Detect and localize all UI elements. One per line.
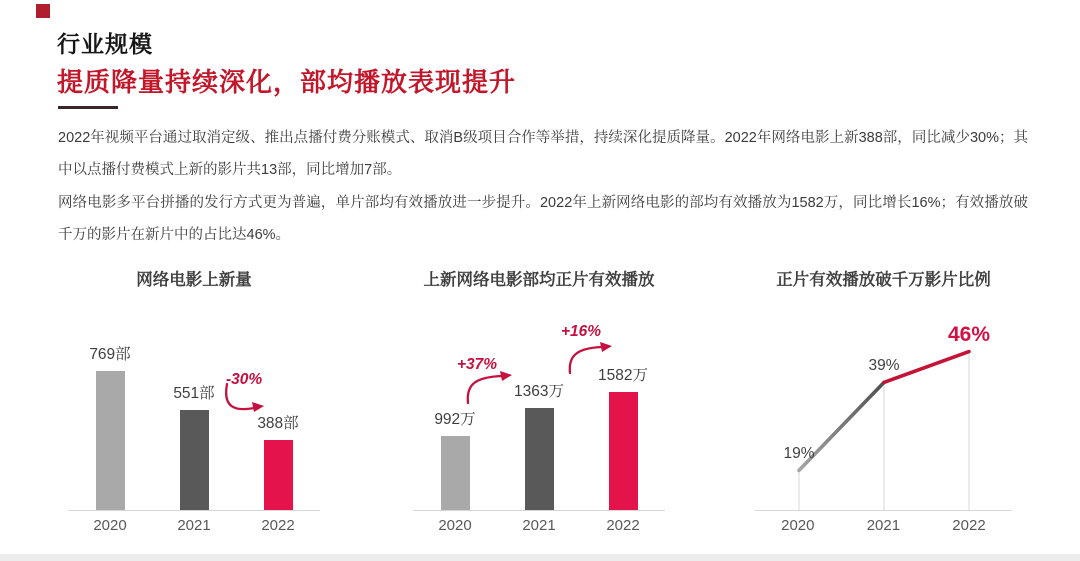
trend-annotation: +37%: [457, 356, 498, 373]
x-axis-tick-label: 2021: [177, 517, 211, 534]
bar-columns: [68, 290, 320, 510]
accent-square-icon: [36, 4, 50, 18]
chart-title: 正片有效播放破千万影片比例: [776, 271, 991, 289]
bar-value-label: 1363万: [514, 383, 564, 400]
x-axis-tick-label: 2021: [522, 517, 556, 534]
x-axis-tick-label: 2020: [781, 517, 815, 534]
x-axis-tick-label: 2020: [438, 517, 472, 534]
trend-annotation: +16%: [561, 323, 602, 340]
body-paragraph-1: 2022年视频平台通过取消定级、推出点播付费分账模式、取消B级项目合作等举措，持续深化提质降量。2022年网络电影上新388部，同比减少30%；其中以点播付费模式上新的影片共13部，同比增加7部。: [58, 130, 1028, 178]
bar-value-label: 992万: [434, 411, 476, 428]
bar-value-label: 769部: [89, 346, 131, 363]
body-paragraph-2: 网络电影多平台拼播的发行方式更为普遍，单片部均有效播放进一步提升。2022年上新网络电影的部均有效播放为1582万，同比增长16%；有效播放破千万的影片在新片中的占比达46%。: [58, 195, 1028, 243]
page-title: 行业规模: [57, 31, 153, 57]
bar-value-label: 1582万: [598, 367, 648, 384]
bar: [180, 410, 209, 510]
x-axis-tick-label: 2020: [93, 517, 127, 534]
bar: [609, 392, 638, 510]
bar-column: [68, 342, 152, 510]
chart-over-10m-share: [755, 262, 1012, 534]
point-value-label: 19%: [783, 445, 815, 463]
subtitle-underline: [58, 106, 118, 109]
point-value-label: 46%: [947, 322, 991, 346]
x-axis-tick-label: 2022: [606, 517, 640, 534]
x-axis-tick-label: 2022: [952, 517, 986, 534]
bar-column: [236, 411, 320, 510]
chart-plot-area: [68, 290, 320, 511]
bar: [96, 371, 125, 510]
x-axis-tick-label: 2021: [866, 517, 901, 534]
chart-plot-area: [755, 290, 1012, 511]
chart-title: 上新网络电影部均正片有效播放: [423, 271, 655, 289]
bar-column: [152, 381, 236, 510]
bar-column: [413, 407, 497, 510]
bar: [525, 408, 554, 510]
bar: [264, 440, 293, 510]
trend-annotation: -30%: [226, 371, 263, 388]
x-axis-tick-label: 2022: [261, 517, 295, 534]
page-subtitle: 提质降量持续深化，部均播放表现提升: [57, 67, 517, 97]
x-axis-labels: [413, 517, 665, 534]
chart-plot-area: [413, 290, 665, 511]
page-bottom-edge: [0, 554, 1080, 561]
chart-new-movie-count: [68, 262, 320, 534]
point-value-label: 39%: [868, 357, 900, 375]
chart-avg-effective-plays: [413, 262, 665, 534]
bar-value-label: 551部: [173, 385, 215, 402]
bar: [441, 436, 470, 510]
bar-columns: [413, 290, 665, 510]
bar-column: [497, 379, 581, 510]
bar-column: [581, 363, 665, 510]
x-axis-labels: [68, 517, 320, 534]
chart-title: 网络电影上新量: [136, 271, 252, 289]
bar-value-label: 388部: [257, 415, 299, 432]
x-axis-labels: [755, 517, 1012, 534]
